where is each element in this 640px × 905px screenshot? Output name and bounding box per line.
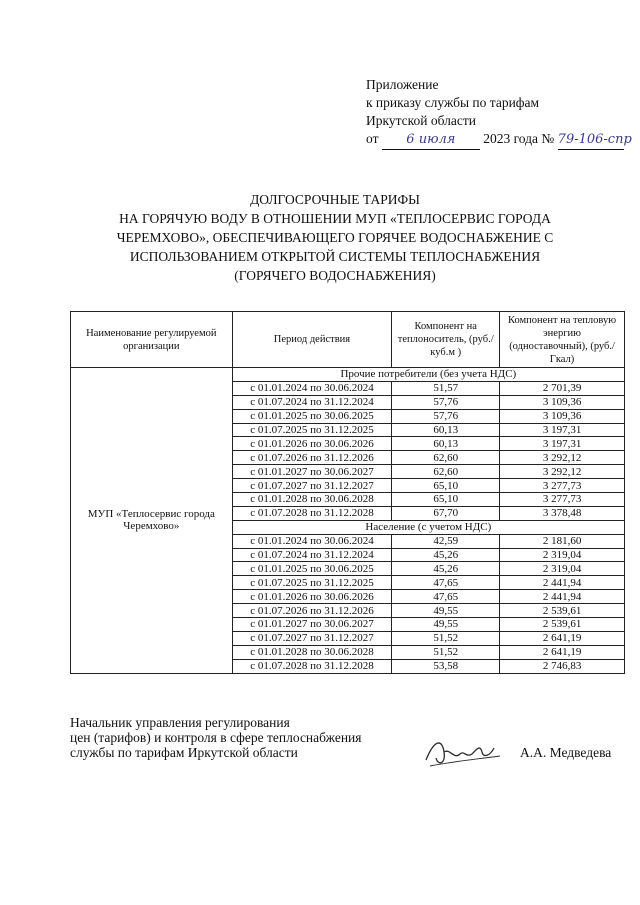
signatory-block — [70, 715, 361, 760]
appendix-date: 6 июля — [382, 131, 480, 150]
period-cell: с 01.01.2026 по 30.06.2026 — [232, 590, 392, 604]
energy-price-cell: 3 292,12 — [500, 465, 625, 479]
title-line-1: ДОЛГОСРОЧНЫЕ ТАРИФЫ — [250, 192, 420, 207]
carrier-price-cell: 47,65 — [392, 590, 500, 604]
title-line-2: НА ГОРЯЧУЮ ВОДУ В ОТНОШЕНИИ МУП «ТЕПЛОСЕРВИС ГОРОДА — [119, 211, 551, 226]
carrier-price-cell: 57,76 — [392, 395, 500, 409]
period-cell: с 01.07.2026 по 31.12.2026 — [232, 604, 392, 618]
appendix-line-1: Приложение — [366, 77, 439, 92]
organization-cell: МУП «Теплосервис города Черемхово» — [71, 368, 233, 674]
period-cell: с 01.07.2026 по 31.12.2026 — [232, 451, 392, 465]
energy-price-cell: 2 641,19 — [500, 631, 625, 645]
carrier-price-cell: 49,55 — [392, 604, 500, 618]
carrier-price-cell: 45,26 — [392, 562, 500, 576]
carrier-price-cell: 67,70 — [392, 506, 500, 520]
title-line-4: ИСПОЛЬЗОВАНИЕМ ОТКРЫТОЙ СИСТЕМЫ ТЕПЛОСНАБЖЕНИЯ — [129, 249, 541, 264]
carrier-price-cell: 62,60 — [392, 465, 500, 479]
period-cell: с 01.07.2027 по 31.12.2027 — [232, 479, 392, 493]
period-cell: с 01.07.2025 по 31.12.2025 — [232, 423, 392, 437]
energy-price-cell: 2 701,39 — [500, 381, 625, 395]
signer-name: А.А. Медведева — [520, 745, 612, 760]
carrier-price-cell: 51,52 — [392, 631, 500, 645]
carrier-price-cell: 62,60 — [392, 451, 500, 465]
carrier-price-cell: 65,10 — [392, 479, 500, 493]
handwritten-signature-icon — [420, 730, 510, 775]
energy-price-cell: 2 539,61 — [500, 604, 625, 618]
period-cell: с 01.07.2024 по 31.12.2024 — [232, 548, 392, 562]
carrier-price-cell: 51,57 — [392, 381, 500, 395]
consumer-group-label: Население (с учетом НДС) — [232, 520, 624, 534]
tariff-table — [70, 311, 625, 674]
appendix-date-line — [366, 130, 632, 150]
appendix-block — [366, 76, 632, 150]
period-cell: с 01.07.2024 по 31.12.2024 — [232, 395, 392, 409]
energy-price-cell: 2 319,04 — [500, 548, 625, 562]
energy-price-cell: 3 277,73 — [500, 493, 625, 507]
header-organization: Наименование регулируемой организации — [71, 312, 233, 368]
period-cell: с 01.07.2027 по 31.12.2027 — [232, 631, 392, 645]
period-cell: с 01.07.2028 по 31.12.2028 — [232, 506, 392, 520]
signatory-title-line-3: службы по тарифам Иркутской области — [70, 745, 298, 760]
energy-price-cell: 3 277,73 — [500, 479, 625, 493]
header-energy-component: Компонент на тепловую энергию (одноставочный), (руб./Гкал) — [500, 312, 625, 368]
period-cell: с 01.01.2027 по 30.06.2027 — [232, 618, 392, 632]
energy-price-cell: 3 378,48 — [500, 506, 625, 520]
period-cell: с 01.01.2025 по 30.06.2025 — [232, 562, 392, 576]
appendix-from: от — [366, 131, 379, 146]
title-line-5: (ГОРЯЧЕГО ВОДОСНАБЖЕНИЯ) — [234, 268, 436, 283]
energy-price-cell: 3 197,31 — [500, 423, 625, 437]
period-cell: с 01.01.2026 по 30.06.2026 — [232, 437, 392, 451]
appendix-line-2: к приказу службы по тарифам — [366, 95, 540, 110]
period-cell: с 01.01.2028 по 30.06.2028 — [232, 645, 392, 659]
carrier-price-cell: 65,10 — [392, 493, 500, 507]
title-line-3: ЧЕРЕМХОВО», ОБЕСПЕЧИВАЮЩЕГО ГОРЯЧЕЕ ВОДОСНАБЖЕНИЕ С — [116, 230, 554, 245]
document-title — [70, 190, 600, 285]
carrier-price-cell: 47,65 — [392, 576, 500, 590]
header-period: Период действия — [232, 312, 392, 368]
energy-price-cell: 3 109,36 — [500, 409, 625, 423]
energy-price-cell: 2 746,83 — [500, 659, 625, 673]
period-cell: с 01.07.2025 по 31.12.2025 — [232, 576, 392, 590]
carrier-price-cell: 57,76 — [392, 409, 500, 423]
carrier-price-cell: 42,59 — [392, 534, 500, 548]
table-group-row — [71, 368, 625, 382]
period-cell: с 01.07.2028 по 31.12.2028 — [232, 659, 392, 673]
carrier-price-cell: 53,58 — [392, 659, 500, 673]
consumer-group-label: Прочие потребители (без учета НДС) — [232, 368, 624, 382]
energy-price-cell: 2 641,19 — [500, 645, 625, 659]
energy-price-cell: 3 197,31 — [500, 437, 625, 451]
period-cell: с 01.01.2025 по 30.06.2025 — [232, 409, 392, 423]
energy-price-cell: 3 109,36 — [500, 395, 625, 409]
energy-price-cell: 2 181,60 — [500, 534, 625, 548]
appendix-order-number: 79-106-спр — [558, 131, 624, 150]
signatory-title-line-1: Начальник управления регулирования — [70, 715, 290, 730]
energy-price-cell: 2 441,94 — [500, 576, 625, 590]
carrier-price-cell: 60,13 — [392, 437, 500, 451]
period-cell: с 01.01.2027 по 30.06.2027 — [232, 465, 392, 479]
period-cell: с 01.01.2024 по 30.06.2024 — [232, 534, 392, 548]
appendix-year: 2023 года № — [483, 131, 555, 146]
energy-price-cell: 2 319,04 — [500, 562, 625, 576]
carrier-price-cell: 45,26 — [392, 548, 500, 562]
table-header-row — [71, 312, 625, 368]
carrier-price-cell: 60,13 — [392, 423, 500, 437]
appendix-line-3: Иркутской области — [366, 113, 477, 128]
energy-price-cell: 2 539,61 — [500, 618, 625, 632]
energy-price-cell: 3 292,12 — [500, 451, 625, 465]
energy-price-cell: 2 441,94 — [500, 590, 625, 604]
carrier-price-cell: 49,55 — [392, 618, 500, 632]
period-cell: с 01.01.2024 по 30.06.2024 — [232, 381, 392, 395]
signatory-title-line-2: цен (тарифов) и контроля в сфере теплоснабжения — [70, 730, 362, 745]
carrier-price-cell: 51,52 — [392, 645, 500, 659]
period-cell: с 01.01.2028 по 30.06.2028 — [232, 493, 392, 507]
header-carrier-component: Компонент на теплоноситель, (руб./куб.м ) — [392, 312, 500, 368]
